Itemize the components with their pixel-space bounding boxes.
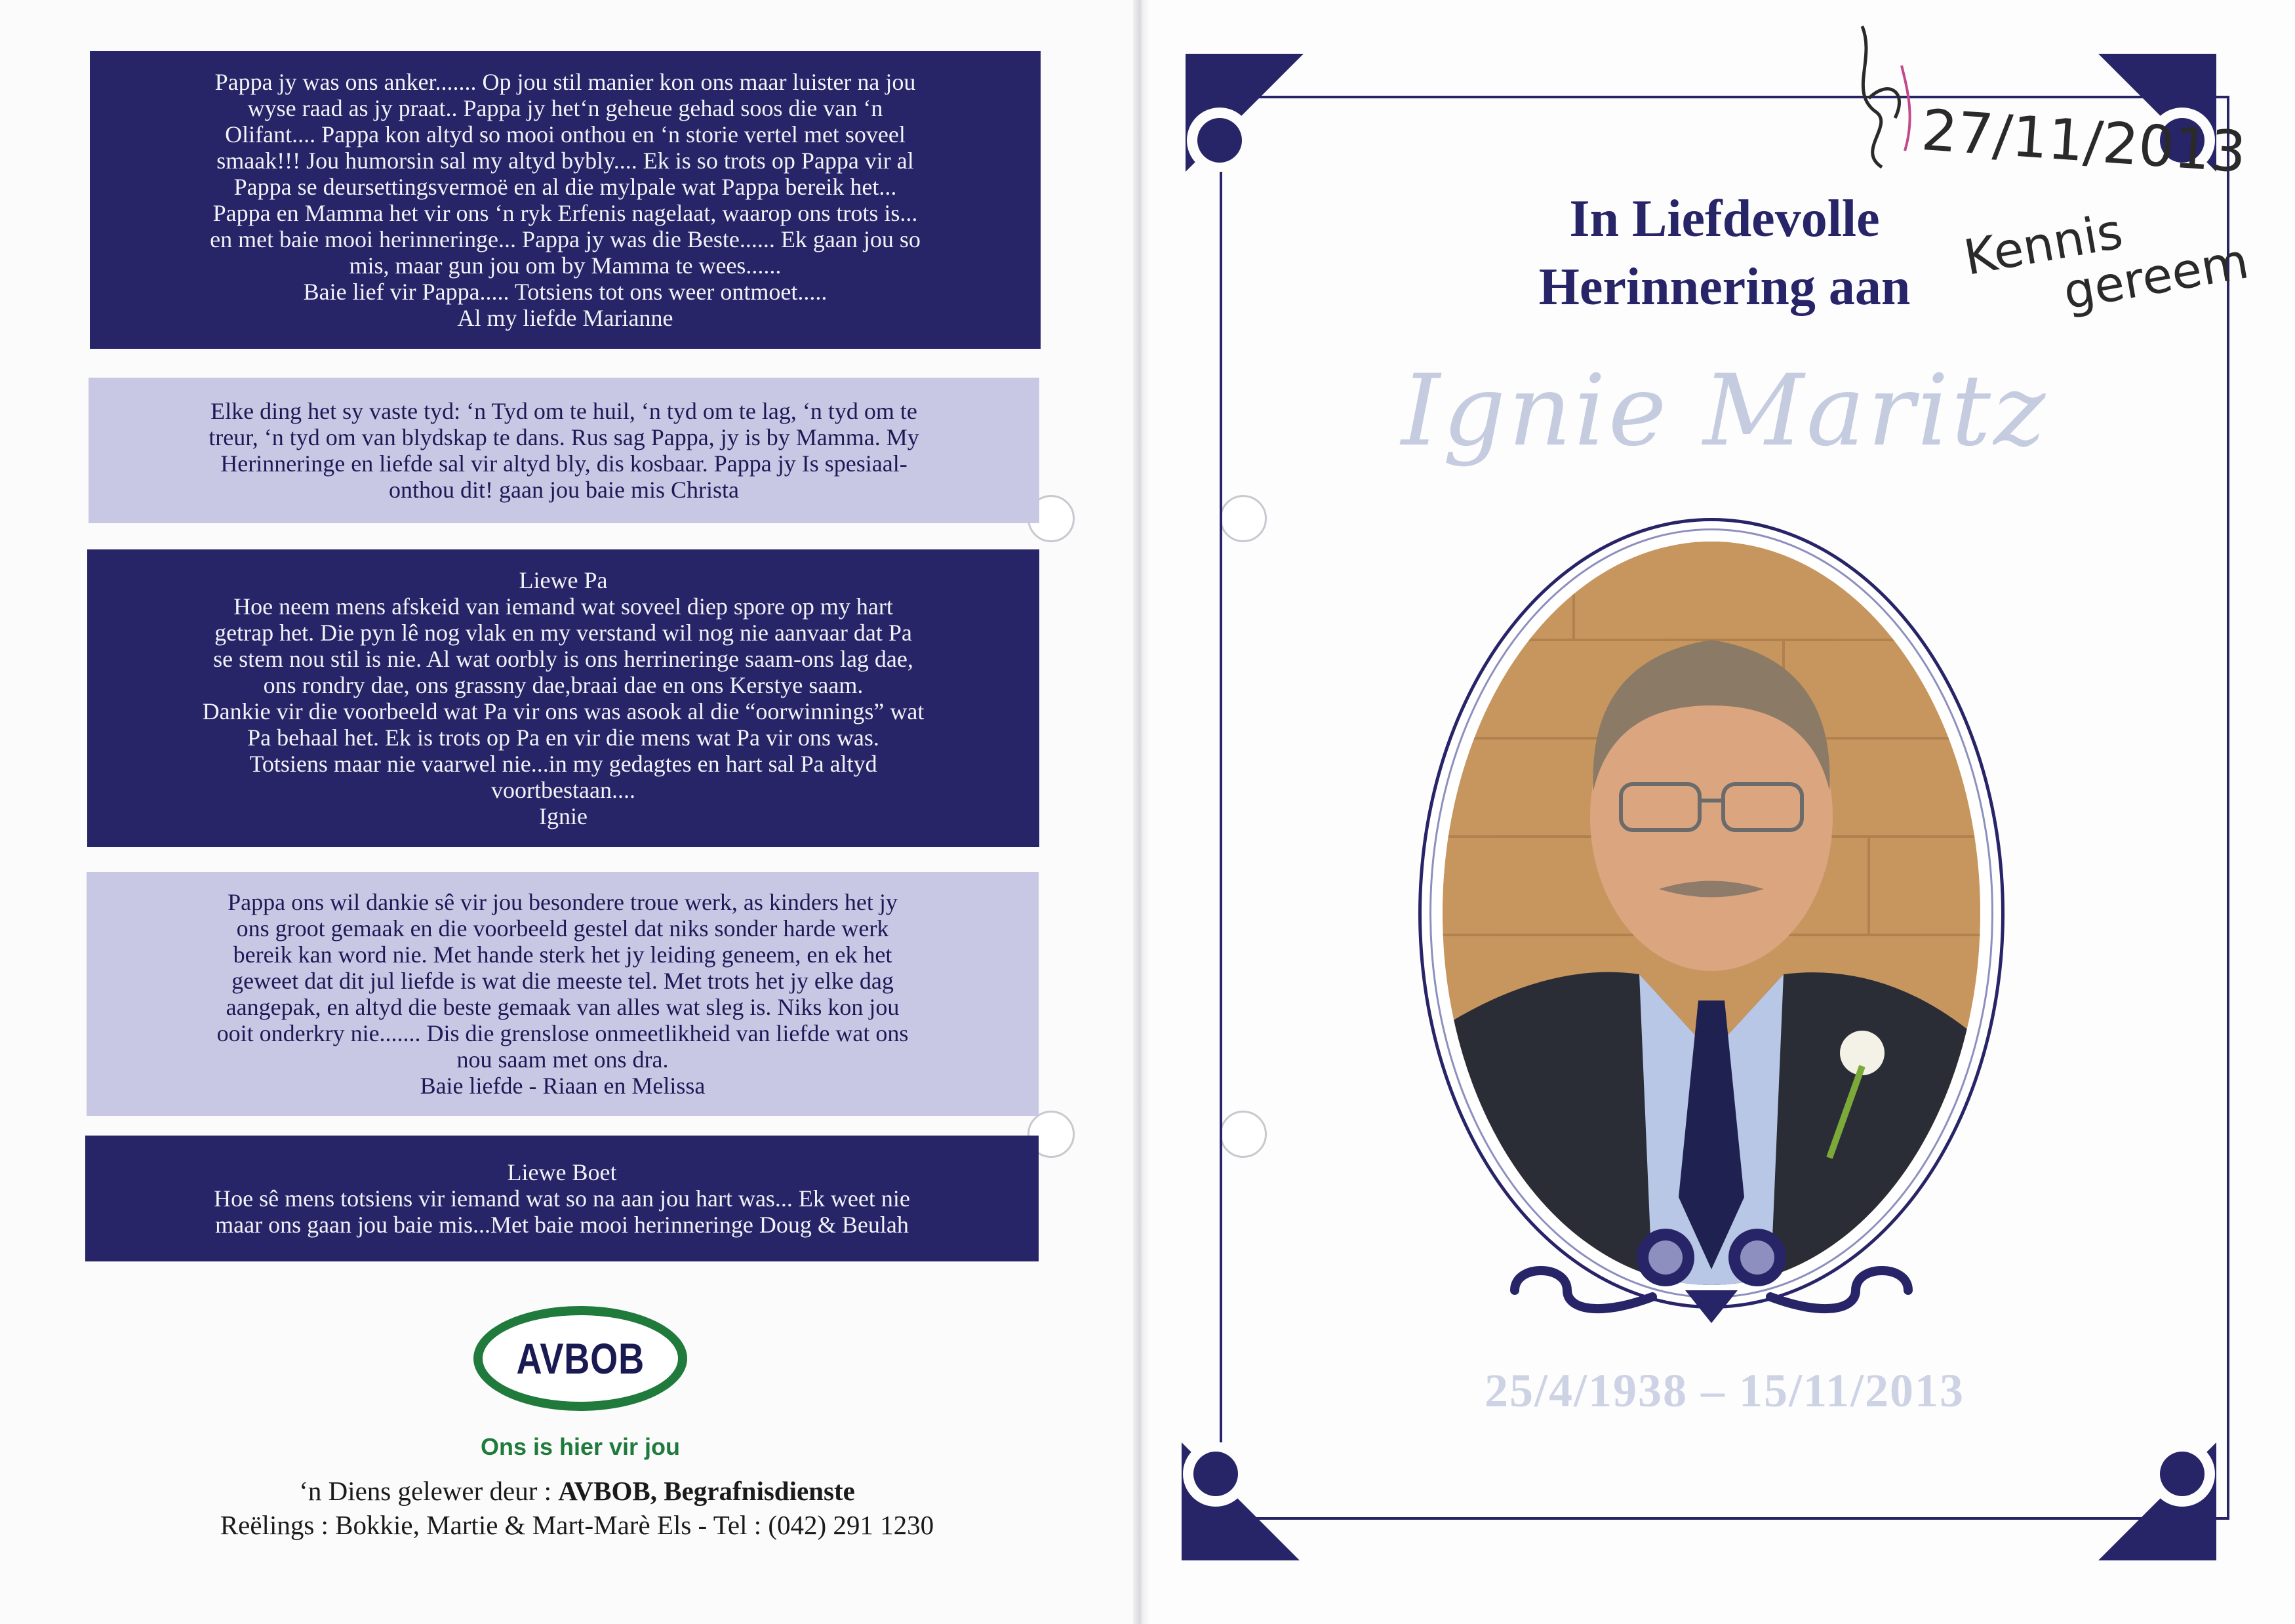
corner-ornament-bottom-left <box>1182 1442 1300 1560</box>
service-provider-line <box>98 1474 1056 1508</box>
tribute-message-doug-beulah: Liewe Boet Hoe sê mens totsiens vir iemand wat so na aan jou hart was... Ek weet nie maar ons gaan jou baie mis...Met baie mooi herinneringe Doug & Beulah <box>85 1136 1039 1261</box>
corner-ornament-top-left <box>1186 54 1304 172</box>
tribute-message-christa: Elke ding het sy vaste tyd: ‘n Tyd om te huil, ‘n tyd om te lag, ‘n tyd om te treur, ‘n tyd om van blydskap te dans. Rus sag Pappa, jy is by Mamma. My Herinneringe en liefde sal vir altyd bly, dis kosbaar. Pappa jy Is spesiaal- onthou dit! gaan jou baie mis Christa <box>89 378 1039 523</box>
handwritten-signature <box>1836 20 1928 170</box>
tribute-message-ignie: Liewe Pa Hoe neem mens afskeid van iemand wat soveel diep spore op my hart getrap het. Die pyn lê nog vlak en my verstand wil nog nie aanvaar dat Pa se stem nou stil is nie. Al wat oorbly is ons herrineringe saam-ons lag dae, ons rondry dae, ons grassny dae,braai dae en ons Kerstye saam. Dankie vir die voorbeeld wat Pa vir ons was asook al die “oorwinnings” wat Pa behaal het. Ek is trots op Pa en vir die mens wat Pa vir ons was. Totsiens maar nie vaarwel nie...in my gedagtes en hart sal Pa altyd voortbestaan.... Ignie <box>87 549 1039 847</box>
handwritten-note-line-1: Kennis <box>1959 203 2127 287</box>
avbob-logo-text: AVBOB <box>516 1334 645 1383</box>
service-prefix: ‘n Diens gelewer deur : <box>299 1476 551 1506</box>
rose-scroll-ornament <box>1488 1218 1934 1336</box>
service-provider: AVBOB, Begrafnisdienste <box>558 1476 855 1506</box>
portrait-photo <box>1443 542 1980 1285</box>
life-dates: 25/4/1938 – 15/11/2013 <box>1484 1364 1965 1417</box>
tribute-message-riaan-melissa: Pappa ons wil dankie sê vir jou besondere troue werk, as kinders het jy ons groot gemaak en die voorbeeld gestel dat niks sonder harde werk bereik kan word nie. Met hande sterk het jy leiding geneem, en ek het geweet dat dit jul liefde is wat die meeste tel. Met trots het jy elke dag aangepak, en altyd die beste gemaak van alles wat sleg is. Niks kon jou ooit onderkry nie....... Dis die grenslose onmeetlikheid van liefde wat ons nou saam met ons dra. Baie liefde - Riaan en Melissa <box>87 872 1039 1116</box>
handwritten-date: 27/11/2013 <box>1919 97 2248 186</box>
title-line-2: Herinnering aan <box>1538 258 1911 316</box>
title-line-1: In Liefdevolle <box>1569 190 1880 248</box>
deceased-name: Ignie Maritz <box>1401 354 2048 468</box>
card-fold <box>1133 0 1149 1624</box>
tribute-message-marianne: Pappa jy was ons anker....... Op jou stil manier kon ons maar luister na jou wyse raad as jy praat.. Pappa jy het‘n geheue gehad soos die van ‘n Olifant.... Pappa kon altyd so mooi onthou en ‘n storie vertel met soveel smaak!!! Jou humorsin sal my altyd bybly.... Ek is so trots op Pappa vir al Pappa se deursettingsvermoë en al die mylpale wat Pappa bereik het... Pappa en Mamma het vir ons ‘n ryk Erfenis nagelaat, waarop ons trots is... en met baie mooi herinneringe... Pappa jy was die Beste...... Ek gaan jou so mis, maar gun jou om by Mamma te wees...... Baie lief vir Pappa..... Totsiens tot ons weer ontmoet..... Al my liefde Marianne <box>90 51 1041 349</box>
arrangements-line: Reëlings : Bokkie, Martie & Mart-Marè Els - Tel : (042) 291 1230 <box>220 1510 934 1540</box>
service-credits <box>98 1474 1056 1542</box>
handwritten-note-line-2: gereem <box>2059 233 2253 321</box>
corner-ornament-bottom-right <box>2098 1442 2216 1560</box>
avbob-tagline: Ons is hier vir jou <box>480 1433 681 1460</box>
avbob-logo <box>473 1306 687 1411</box>
